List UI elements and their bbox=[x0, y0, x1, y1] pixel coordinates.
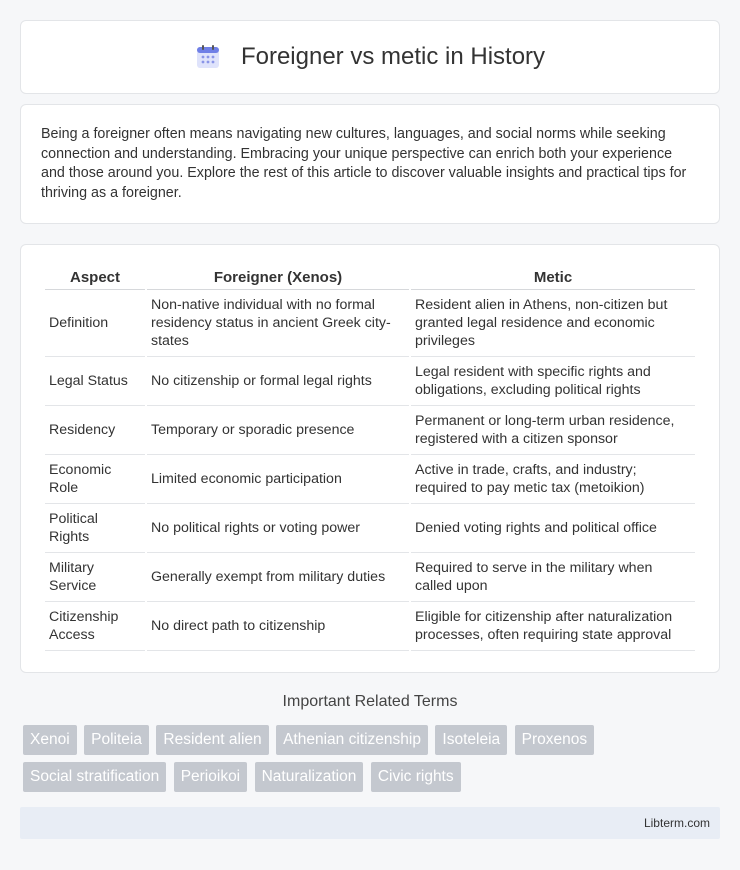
cell-aspect: Military Service bbox=[45, 553, 145, 602]
cell-metic: Denied voting rights and political office bbox=[411, 504, 695, 553]
tag-politeia[interactable]: Politeia bbox=[84, 725, 149, 755]
cell-aspect: Definition bbox=[45, 290, 145, 357]
cell-foreigner: Temporary or sporadic presence bbox=[147, 406, 409, 455]
cell-metic: Legal resident with specific rights and obligations, excluding political rights bbox=[411, 357, 695, 406]
tag-perioikoi[interactable]: Perioikoi bbox=[174, 762, 247, 792]
intro-text: Being a foreigner often means navigating new cultures, languages, and social norms while seeking connection and understanding. Embracing your unique perspective can enrich both your experience and those around you. Explore the rest of this article to discover valuable insights and practical tips for thriving as a foreigner. bbox=[41, 126, 687, 201]
table-row bbox=[45, 504, 695, 553]
table-row bbox=[45, 357, 695, 406]
cell-aspect: Political Rights bbox=[45, 504, 145, 553]
header-card bbox=[20, 20, 720, 94]
related-tags bbox=[23, 725, 723, 799]
header-foreigner: Foreigner (Xenos) bbox=[147, 263, 409, 290]
table-header-row bbox=[45, 263, 695, 290]
tag-naturalization[interactable]: Naturalization bbox=[255, 762, 364, 792]
cell-metic: Active in trade, crafts, and industry; required to pay metic tax (metoikion) bbox=[411, 455, 695, 504]
table-row bbox=[45, 602, 695, 651]
cell-aspect: Economic Role bbox=[45, 455, 145, 504]
comparison-table-card bbox=[20, 244, 720, 673]
tag-social-stratification[interactable]: Social stratification bbox=[23, 762, 166, 792]
header-metic: Metic bbox=[411, 263, 695, 290]
cell-foreigner: No direct path to citizenship bbox=[147, 602, 409, 651]
cell-foreigner: Non-native individual with no formal residency status in ancient Greek city-states bbox=[147, 290, 409, 357]
cell-aspect: Legal Status bbox=[45, 357, 145, 406]
cell-metic: Permanent or long-term urban residence, registered with a citizen sponsor bbox=[411, 406, 695, 455]
cell-foreigner: No citizenship or formal legal rights bbox=[147, 357, 409, 406]
tag-resident-alien[interactable]: Resident alien bbox=[156, 725, 268, 755]
page-title: Foreigner vs metic in History bbox=[240, 43, 546, 70]
cell-foreigner: Generally exempt from military duties bbox=[147, 553, 409, 602]
cell-metic: Resident alien in Athens, non-citizen but granted legal residence and economic privileges bbox=[411, 290, 695, 357]
cell-foreigner: No political rights or voting power bbox=[147, 504, 409, 553]
calendar-icon bbox=[195, 44, 221, 70]
table-row bbox=[45, 553, 695, 602]
related-terms-title: Important Related Terms bbox=[282, 693, 458, 710]
cell-aspect: Citizenship Access bbox=[45, 602, 145, 651]
tag-isoteleia[interactable]: Isoteleia bbox=[435, 725, 507, 755]
footer-site-link[interactable]: Libterm.com bbox=[643, 816, 710, 830]
cell-aspect: Residency bbox=[45, 406, 145, 455]
intro-card bbox=[20, 104, 720, 224]
cell-foreigner: Limited economic participation bbox=[147, 455, 409, 504]
tag-proxenos[interactable]: Proxenos bbox=[515, 725, 594, 755]
cell-metic: Eligible for citizenship after naturalization processes, often requiring state approval bbox=[411, 602, 695, 651]
header-aspect: Aspect bbox=[45, 263, 145, 290]
tag-athenian-citizenship[interactable]: Athenian citizenship bbox=[276, 725, 428, 755]
cell-metic: Required to serve in the military when called upon bbox=[411, 553, 695, 602]
table-row bbox=[45, 290, 695, 357]
tag-xenoi[interactable]: Xenoi bbox=[23, 725, 77, 755]
tag-civic-rights[interactable]: Civic rights bbox=[371, 762, 461, 792]
footer bbox=[20, 807, 720, 839]
table-row bbox=[45, 406, 695, 455]
comparison-table bbox=[43, 263, 697, 651]
table-row bbox=[45, 455, 695, 504]
